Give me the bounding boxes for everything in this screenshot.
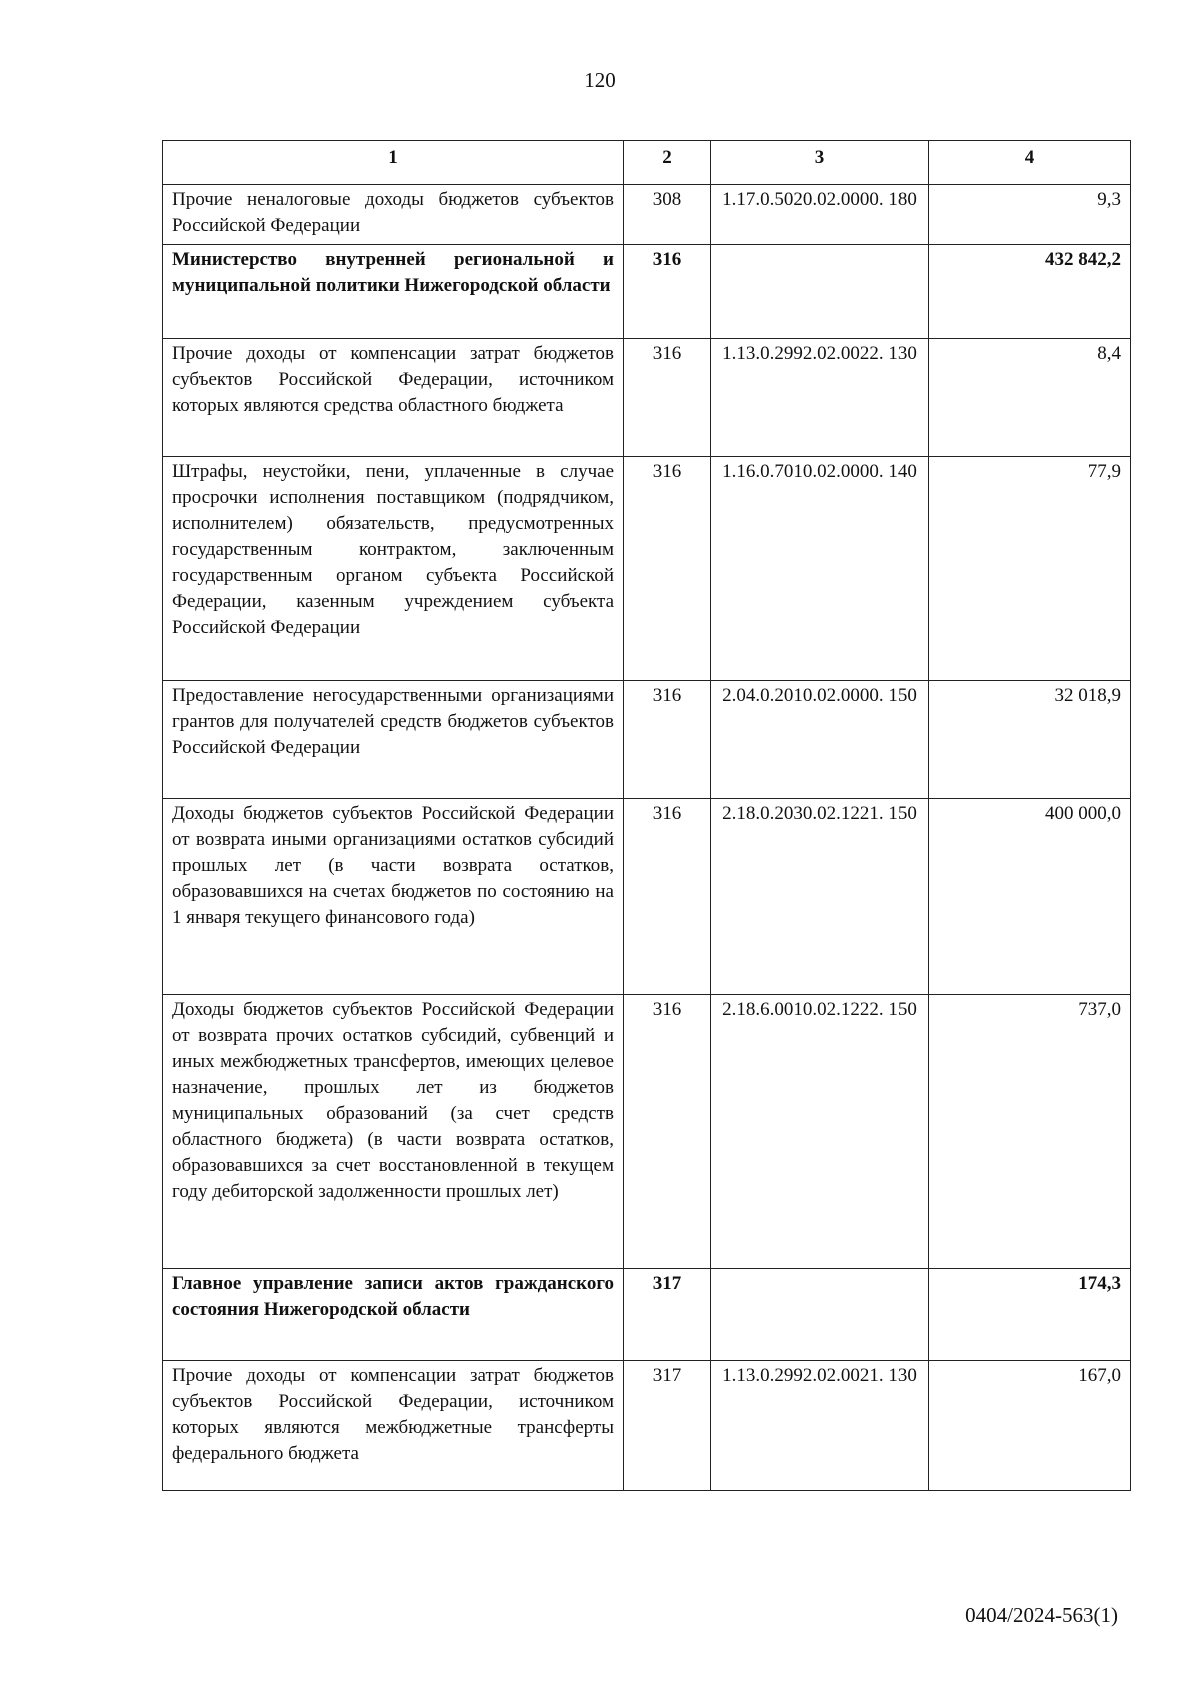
row-amount: 432 842,2 xyxy=(929,245,1131,339)
row-revenue-code: 2.18.0.2030.02.1221. 150 xyxy=(711,799,929,995)
row-amount: 9,3 xyxy=(929,185,1131,245)
row-amount: 400 000,0 xyxy=(929,799,1131,995)
row-amount: 167,0 xyxy=(929,1361,1131,1491)
table-row xyxy=(163,245,1131,339)
row-description: Штрафы, неустойки, пени, уплаченные в случае просрочки исполнения поставщиком (подрядчиком, исполнителем) обязательств, предусмотренных государственным контрактом, заключенным государственным органом субъекта Российской Федерации, казенным учреждением субъекта Российской Федерации xyxy=(163,457,624,681)
row-amount: 737,0 xyxy=(929,995,1131,1269)
column-header-4: 4 xyxy=(929,141,1131,185)
row-admin-code: 316 xyxy=(624,339,711,457)
row-admin-code: 317 xyxy=(624,1269,711,1361)
table-row xyxy=(163,799,1131,995)
row-admin-code: 317 xyxy=(624,1361,711,1491)
column-header-3: 3 xyxy=(711,141,929,185)
column-header-2: 2 xyxy=(624,141,711,185)
table-row xyxy=(163,339,1131,457)
row-revenue-code: 1.13.0.2992.02.0022. 130 xyxy=(711,339,929,457)
row-revenue-code: 2.04.0.2010.02.0000. 150 xyxy=(711,681,929,799)
table-row xyxy=(163,457,1131,681)
row-revenue-code xyxy=(711,245,929,339)
row-description: Главное управление записи актов гражданского состояния Нижегородской области xyxy=(163,1269,624,1361)
row-admin-code: 316 xyxy=(624,799,711,995)
table-row xyxy=(163,681,1131,799)
budget-revenue-table xyxy=(162,140,1131,1491)
table-row xyxy=(163,995,1131,1269)
row-revenue-code: 1.17.0.5020.02.0000. 180 xyxy=(711,185,929,245)
row-description: Доходы бюджетов субъектов Российской Федерации от возврата иными организациями остатков субсидий прошлых лет (в части возврата остатков, образовавшихся на счетах бюджетов по состоянию на 1 января текущего финансового года) xyxy=(163,799,624,995)
table-row xyxy=(163,1269,1131,1361)
row-amount: 77,9 xyxy=(929,457,1131,681)
row-description: Прочие неналоговые доходы бюджетов субъектов Российской Федерации xyxy=(163,185,624,245)
row-admin-code: 316 xyxy=(624,457,711,681)
row-description: Предоставление негосударственными организациями грантов для получателей средств бюджетов субъектов Российской Федерации xyxy=(163,681,624,799)
row-amount: 32 018,9 xyxy=(929,681,1131,799)
row-description: Доходы бюджетов субъектов Российской Федерации от возврата прочих остатков субсидий, субвенций и иных межбюджетных трансфертов, имеющих целевое назначение, прошлых лет из бюджетов муниципальных образований (за счет средств областного бюджета) (в части возврата остатков, образовавшихся за счет восстановленной в текущем году дебиторской задолженности прошлых лет) xyxy=(163,995,624,1269)
table-row xyxy=(163,185,1131,245)
row-description: Министерство внутренней региональной и муниципальной политики Нижегородской области xyxy=(163,245,624,339)
row-admin-code: 316 xyxy=(624,245,711,339)
row-description: Прочие доходы от компенсации затрат бюджетов субъектов Российской Федерации, источником которых являются средства областного бюджета xyxy=(163,339,624,457)
row-revenue-code: 1.13.0.2992.02.0021. 130 xyxy=(711,1361,929,1491)
document-id: 0404/2024-563(1) xyxy=(965,1603,1118,1627)
row-revenue-code: 2.18.6.0010.02.1222. 150 xyxy=(711,995,929,1269)
page-number: 120 xyxy=(584,68,616,92)
row-amount: 8,4 xyxy=(929,339,1131,457)
row-revenue-code: 1.16.0.7010.02.0000. 140 xyxy=(711,457,929,681)
column-header-1: 1 xyxy=(163,141,624,185)
row-admin-code: 308 xyxy=(624,185,711,245)
row-description: Прочие доходы от компенсации затрат бюджетов субъектов Российской Федерации, источником которых являются межбюджетные трансферты федерального бюджета xyxy=(163,1361,624,1491)
row-amount: 174,3 xyxy=(929,1269,1131,1361)
row-admin-code: 316 xyxy=(624,681,711,799)
table-header-row xyxy=(163,141,1131,185)
row-revenue-code xyxy=(711,1269,929,1361)
row-admin-code: 316 xyxy=(624,995,711,1269)
table-row xyxy=(163,1361,1131,1491)
